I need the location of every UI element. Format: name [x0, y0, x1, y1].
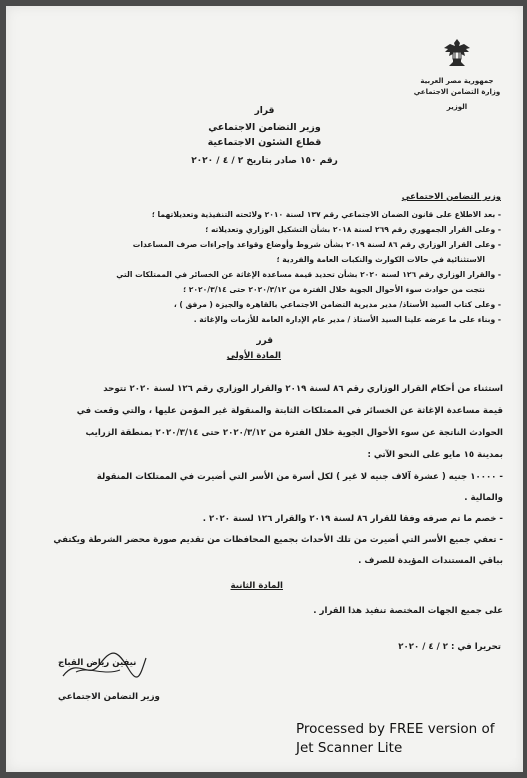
article1-line: بمدينة ١٥ مايو على النحو الآتي :	[367, 450, 503, 460]
letterhead	[411, 36, 503, 113]
article1-item: - خصم ما تم صرفه وفقا للقرار ٨٦ لسنة ٢٠١٩ والقرار ١٢٦ لسنة ٢٠٢٠ .	[202, 514, 503, 524]
article1-item: - تعفي جميع الأسر التي أضيرت من تلك الأحداث بجميع المحافظات من تقديم صورة محضر الشرطة ويكتفي	[53, 535, 503, 545]
letterhead-ministry: وزارة التضامن الاجتماعي	[413, 88, 501, 96]
issue-date: تحريرا في : ٢ / ٤ / ٢٠٢٠	[398, 642, 501, 652]
article1-title: المادة الأولى	[226, 351, 281, 361]
article2-title: المادة الثانية	[230, 581, 283, 591]
watermark-line: Processed by FREE version of	[296, 721, 495, 737]
decree-sector: قطاع الشئون الاجتماعية	[207, 137, 322, 148]
signer-name: نيفين رياض القباج	[58, 658, 137, 668]
preamble-line: - والقرار الوزاري رقم ١٢٦ لسنة ٢٠٢٠ بشأن تحديد قيمة مساعدة الإغاثة عن الخسائر في الممتلكات التي	[116, 270, 501, 279]
preamble-line: الاستثنائية في حالات الكوارث والنكبات العامة والفردية ؛	[276, 255, 485, 264]
article1-item: بباقي المستندات المؤيدة للصرف .	[358, 556, 503, 566]
decree-number-date: رقم ١٥٠ صادر بتاريخ ٢ / ٤ / ٢٠٢٠	[191, 156, 338, 166]
article2-text: على جميع الجهات المختصة تنفيذ هذا القرار .	[313, 606, 503, 616]
preamble-line: - وعلى كتاب السيد الأستاذ/ مدير مديرية التضامن الاجتماعي بالقاهرة والجيزة ( مرفق ) ،	[173, 300, 501, 309]
article1-item: والمالية .	[464, 493, 503, 503]
article1-line: الحوادث الناتجة عن سوء الأحوال الجوية خلال الفترة من ٢٠٢٠/٣/١٢ حتى ٢٠٢٠/٣/١٤ بمنطقة الزرايب	[85, 428, 503, 438]
decision-heading: قرر	[256, 336, 273, 346]
article1-line: استثناء من أحكام القرار الوزاري رقم ٨٦ لسنة ٢٠١٩ والقرار الوزاري رقم ١٢٦ لسنة ٢٠٢٠ تتوحد	[103, 384, 503, 394]
watermark-line: Jet Scanner Lite	[296, 740, 403, 756]
scanned-document	[6, 6, 523, 772]
decree-issuer: وزير التضامن الاجتماعي	[208, 122, 321, 133]
preamble-heading: وزير التضامن الاجتماعي	[401, 191, 501, 201]
signer-title: وزير التضامن الاجتماعي	[58, 692, 160, 702]
letterhead-country: جمهورية مصر العربية	[420, 77, 494, 85]
preamble-line: - وعلى القرار الجمهوري رقم ٢٦٩ لسنة ٢٠١٨ بشأن التشكيل الوزاري وتعديلاته ؛	[205, 225, 501, 234]
article1-item: - ١٠٠٠٠ جنيه ( عشرة آلاف جنيه لا غير ) لكل أسرة من الأسر التي أضيرت في الممتلكات المنقولة	[96, 472, 503, 482]
letterhead-office: الوزير	[446, 103, 468, 111]
preamble-line: - بعد الاطلاع على قانون الضمان الاجتماعي رقم ١٣٧ لسنة ٢٠١٠ ولائحته التنفيذية وتعديلاتهما ؛	[151, 210, 501, 219]
preamble-line: - وعلى القرار الوزاري رقم ٨٦ لسنة ٢٠١٩ بشأن شروط وأوضاع وقواعد وإجراءات صرف المساعدات	[132, 240, 501, 249]
scanner-watermark	[296, 720, 516, 758]
decree-title: قرار	[254, 106, 275, 116]
article1-line: قيمة مساعدة الإغاثة عن الخسائر في الممتلكات الثابتة والمنقولة غير المؤمن عليها ، والتي وقعت في	[76, 406, 503, 416]
preamble-line: نتجت من حوادث سوء الأحوال الجوية خلال الفترة من ٢٠٢٠/٣/١٢ حتى ٢٠٢٠/٣/١٤ ؛	[183, 285, 485, 294]
egypt-eagle-emblem-icon	[440, 36, 474, 70]
preamble-line: - وبناء على ما عرضه علينا السيد الأستاذ / مدير عام الإدارة العامة للأزمات والإغاثة .	[193, 315, 501, 324]
